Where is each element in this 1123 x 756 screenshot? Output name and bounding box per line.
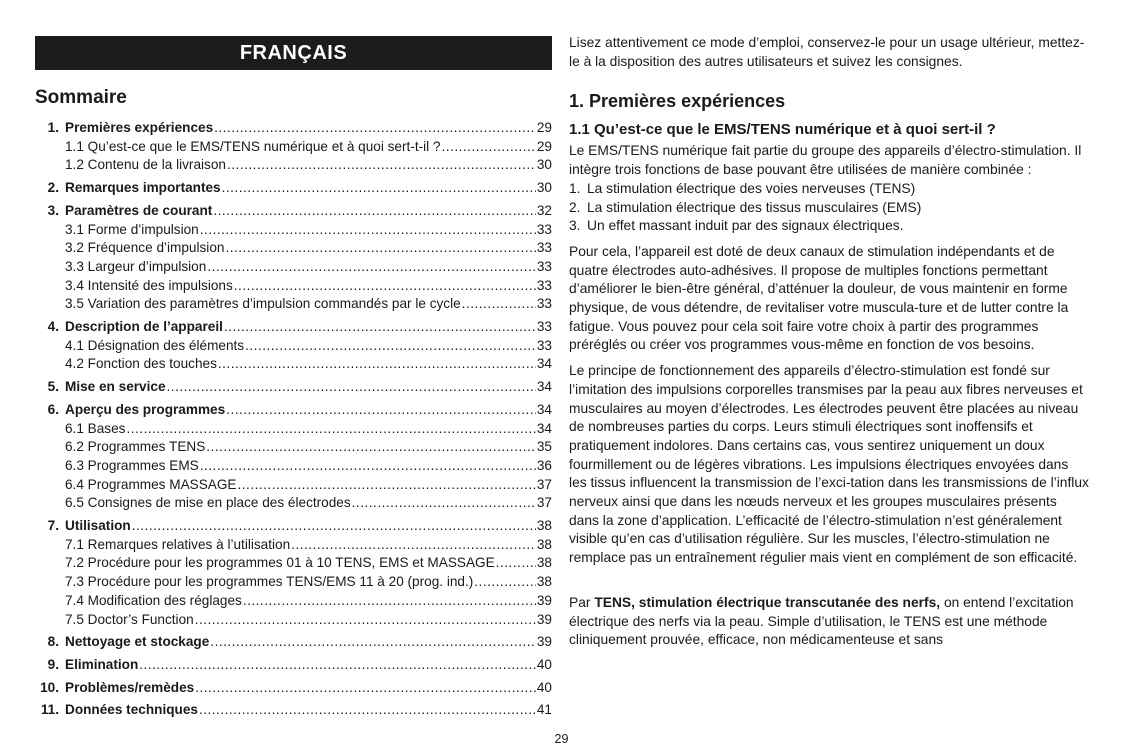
toc-page: 40: [536, 679, 552, 695]
toc-main-row: [35, 202, 552, 221]
paragraph-1: Le EMS/TENS numérique fait partie du groupe des appareils d’électro-stimulation. Il intègre trois fonctions de base pouvant être utilisées de manière combinée :: [569, 143, 1082, 178]
toc-sub-row: [35, 457, 552, 476]
toc-title: Utilisation: [65, 518, 131, 534]
left-column: [35, 36, 552, 724]
toc-title: Premières expériences: [65, 120, 214, 135]
tens-definition-term: TENS, stimulation électrique transcutanée des nerfs,: [594, 594, 941, 610]
toc-number: 2.: [47, 180, 59, 196]
toc-heading: Sommaire: [35, 87, 127, 108]
toc-title: Mise en service: [65, 379, 166, 395]
toc-sub-page: 35: [536, 439, 552, 455]
toc-sub-title: 1.1 Qu’est-ce que le EMS/TENS numérique et à quoi sert-t-il ?: [65, 138, 441, 154]
toc-leader: [195, 679, 536, 698]
toc-sub-row: [35, 156, 552, 175]
list-item: 2. La stimulation électrique des tissus musculaires (EMS): [569, 199, 922, 215]
table-of-contents: [35, 119, 552, 720]
toc-number: 9.: [47, 656, 59, 672]
toc-entry: [35, 401, 552, 513]
toc-leader: [238, 476, 536, 495]
toc-sub-title: 6.2 Programmes TENS: [65, 439, 206, 455]
toc-sub-row: [35, 494, 552, 513]
toc-sub-row: [35, 420, 552, 439]
toc-leader: [462, 295, 536, 314]
toc-page: 34: [536, 401, 552, 417]
toc-sub-page: 39: [536, 611, 552, 627]
toc-sub-title: 6.3 Programmes EMS: [65, 457, 199, 473]
toc-main-row: [35, 701, 552, 720]
toc-number: 6.: [47, 401, 59, 417]
toc-sub-page: 38: [536, 536, 552, 552]
toc-leader: [442, 138, 536, 157]
toc-entry: [35, 656, 552, 675]
toc-sub-title: 7.5 Doctor’s Function: [65, 611, 194, 627]
toc-page: 41: [536, 702, 552, 718]
toc-sub-page: 33: [536, 240, 552, 256]
toc-page: 40: [536, 656, 552, 672]
toc-title: Remarques importantes: [65, 180, 221, 196]
toc-main-row: [35, 679, 552, 698]
toc-leader: [210, 633, 536, 652]
toc-sub-title: 1.2 Contenu de la livraison: [65, 157, 226, 173]
toc-sub-page: 33: [536, 337, 552, 353]
toc-sub-page: 34: [536, 420, 552, 436]
toc-leader: [243, 592, 536, 611]
toc-sub-row: [35, 536, 552, 555]
toc-leader: [214, 119, 536, 138]
toc-sub-row: [35, 592, 552, 611]
toc-number: 4.: [47, 319, 59, 335]
paragraph-4: Par TENS, stimulation électrique transcutanée des nerfs, on entend l’excitation électrique des nerfs via la peau. Simple d’utilisation, le TENS est une méthode cliniquement prouvée, efficace, non médicamenteuse et sans: [569, 594, 1074, 648]
toc-number: 3.: [47, 202, 59, 218]
toc-sub-page: 29: [536, 138, 552, 154]
toc-title: Description de l’appareil: [65, 319, 223, 335]
toc-main-row: [35, 656, 552, 675]
subsection-heading: 1.1 Qu’est-ce que le EMS/TENS numérique et à quoi sert-il ?: [569, 121, 996, 139]
toc-sub-title: 3.1 Forme d’impulsion: [65, 221, 199, 237]
toc-sub-row: [35, 355, 552, 374]
toc-sub-title: 7.1 Remarques relatives à l’utilisation: [65, 536, 291, 552]
toc-sub-title: 3.4 Intensité des impulsions: [65, 277, 233, 293]
toc-main-row: [35, 318, 552, 337]
toc-sub-page: 39: [536, 592, 552, 608]
toc-leader: [126, 420, 535, 439]
toc-leader: [474, 573, 536, 592]
toc-number: 1.: [47, 120, 59, 135]
toc-main-row: [35, 378, 552, 397]
toc-entry: [35, 202, 552, 314]
toc-sub-title: 3.5 Variation des paramètres d’impulsion commandés par le cycle: [65, 296, 461, 312]
toc-sub-title: 7.3 Procédure pour les programmes TENS/EMS 11 à 20 (prog. ind.): [65, 574, 474, 590]
toc-number: 11.: [40, 702, 59, 718]
toc-title: Problèmes/remèdes: [65, 679, 195, 695]
toc-leader: [226, 401, 536, 420]
toc-sub-title: 7.2 Procédure pour les programmes 01 à 10 TENS, EMS et MASSAGE: [65, 555, 495, 571]
toc-entry: [35, 378, 552, 397]
toc-leader: [206, 438, 536, 457]
toc-leader: [200, 457, 536, 476]
toc-entry: [35, 701, 552, 720]
toc-leader: [199, 701, 536, 720]
toc-sub-row: [35, 476, 552, 495]
toc-leader: [245, 337, 536, 356]
toc-number: 10.: [40, 679, 59, 695]
toc-page: 32: [536, 202, 552, 218]
toc-sub-row: [35, 138, 552, 157]
toc-leader: [291, 536, 536, 555]
toc-sub-title: 3.3 Largeur d’impulsion: [65, 258, 207, 274]
toc-leader: [200, 221, 536, 240]
list-item: 1. La stimulation électrique des voies nerveuses (TENS): [569, 180, 916, 196]
toc-leader: [139, 656, 536, 675]
function-list: [569, 180, 1089, 236]
toc-leader: [207, 258, 536, 277]
toc-page: 34: [536, 379, 552, 395]
toc-title: Données techniques: [65, 702, 198, 718]
toc-sub-page: 33: [536, 258, 552, 274]
toc-sub-row: [35, 438, 552, 457]
toc-sub-page: 33: [536, 296, 552, 312]
toc-sub-page: 37: [536, 495, 552, 511]
toc-main-row: [35, 119, 552, 138]
intro-paragraph: Lisez attentivement ce mode d’emploi, conservez-le pour un usage ultérieur, mettez-le à la disposition des autres utilisateurs et suivez les consignes.: [569, 35, 1085, 69]
toc-leader: [222, 179, 536, 198]
toc-sub-title: 7.4 Modification des réglages: [65, 592, 242, 608]
toc-entry: [35, 679, 552, 698]
toc-leader: [234, 277, 536, 296]
toc-main-row: [35, 401, 552, 420]
toc-sub-row: [35, 239, 552, 258]
paragraph-2: Pour cela, l’appareil est doté de deux canaux de stimulation indépendants et de quatre électrodes auto-adhésives. Il propose de multiples fonctions permettant d’améliorer le bien-être général, d’atténuer la douleur, de vous maintenir en forme physique, de vous détendre, de revitaliser votre muscula-ture et de lutter contre la fatigue. Vous pouvez pour cela soit faire votre choix à partir des programmes préréglés ou créer vos programmes vous-même en fonction de vos besoins.: [569, 243, 1069, 353]
toc-sub-title: 4.1 Désignation des éléments: [65, 337, 245, 353]
toc-sub-page: 30: [536, 157, 552, 173]
toc-sub-row: [35, 554, 552, 573]
toc-leader: [496, 554, 536, 573]
toc-leader: [227, 156, 536, 175]
toc-main-row: [35, 633, 552, 652]
toc-leader: [352, 494, 536, 513]
toc-sub-page: 37: [536, 476, 552, 492]
toc-leader: [167, 378, 536, 397]
toc-sub-row: [35, 277, 552, 296]
toc-leader: [213, 202, 536, 221]
toc-sub-row: [35, 337, 552, 356]
toc-number: 5.: [47, 379, 59, 395]
language-banner: FRANÇAIS: [35, 36, 552, 70]
toc-page: 38: [536, 518, 552, 534]
toc-sub-title: 6.5 Consignes de mise en place des électrodes: [65, 495, 351, 511]
toc-sub-title: 6.4 Programmes MASSAGE: [65, 476, 237, 492]
toc-page: 39: [536, 634, 552, 650]
toc-sub-page: 36: [536, 457, 552, 473]
toc-main-row: [35, 179, 552, 198]
toc-sub-page: 34: [536, 356, 552, 372]
toc-sub-page: 38: [536, 555, 552, 571]
toc-leader: [195, 611, 536, 630]
toc-sub-title: 6.1 Bases: [65, 420, 126, 436]
toc-sub-row: [35, 573, 552, 592]
toc-page: 33: [536, 319, 552, 335]
toc-entry: [35, 318, 552, 374]
toc-page: 29: [536, 120, 552, 135]
toc-sub-title: 4.2 Fonction des touches: [65, 356, 217, 372]
toc-number: 8.: [47, 634, 59, 650]
toc-sub-row: [35, 221, 552, 240]
toc-number: 7.: [47, 518, 59, 534]
toc-sub-row: [35, 611, 552, 630]
toc-leader: [218, 355, 536, 374]
toc-title: Aperçu des programmes: [65, 401, 226, 417]
toc-leader: [132, 517, 536, 536]
list-item: 3. Un effet massant induit par des signaux électriques.: [569, 218, 904, 234]
toc-title: Nettoyage et stockage: [65, 634, 210, 650]
toc-sub-page: 33: [536, 277, 552, 293]
toc-title: Elimination: [65, 656, 139, 672]
paragraph-3: Le principe de fonctionnement des appareils d’électro-stimulation est fondé sur l’imitation des impulsions corporelles transmises par la peau aux fibres nerveuses et musculaires au moyen d’électrodes. Les électrodes peuvent être placées au niveau de nombreuses parties du corps. Leurs stimuli électriques sont inoffensifs et pratiquement indolores. Dans certains cas, vous sentirez uniquement un doux fourmillement ou de légères vibrations. Les impulsions électriques envoyées dans les tissus influencent la transmission de l’exci-tation dans les transmissions de l’influx nerveux ainsi que dans les nœuds nerveux et les groupes musculaires présents dans la zone d’application. L’efficacité de l’électro-stimulation n’est généralement visible qu’en cas d’utilisation régulière. Sur les muscles, l’électro-stimulation ne remplace pas un entraînement régulier mais vient en complément de son efficacité.: [569, 363, 1089, 566]
toc-entry: [35, 517, 552, 629]
toc-main-row: [35, 517, 552, 536]
section-heading: 1. Premières expériences: [569, 91, 786, 112]
page-number: 29: [554, 732, 569, 746]
toc-page: 30: [536, 180, 552, 196]
toc-entry: [35, 119, 552, 175]
right-column: [569, 34, 1089, 657]
toc-title: Paramètres de courant: [65, 202, 213, 218]
toc-sub-page: 38: [536, 574, 552, 590]
toc-entry: [35, 179, 552, 198]
toc-entry: [35, 633, 552, 652]
toc-leader: [225, 239, 535, 258]
toc-sub-page: 33: [536, 221, 552, 237]
toc-sub-row: [35, 295, 552, 314]
toc-leader: [224, 318, 536, 337]
toc-sub-title: 3.2 Fréquence d’impulsion: [65, 240, 225, 256]
toc-sub-row: [35, 258, 552, 277]
